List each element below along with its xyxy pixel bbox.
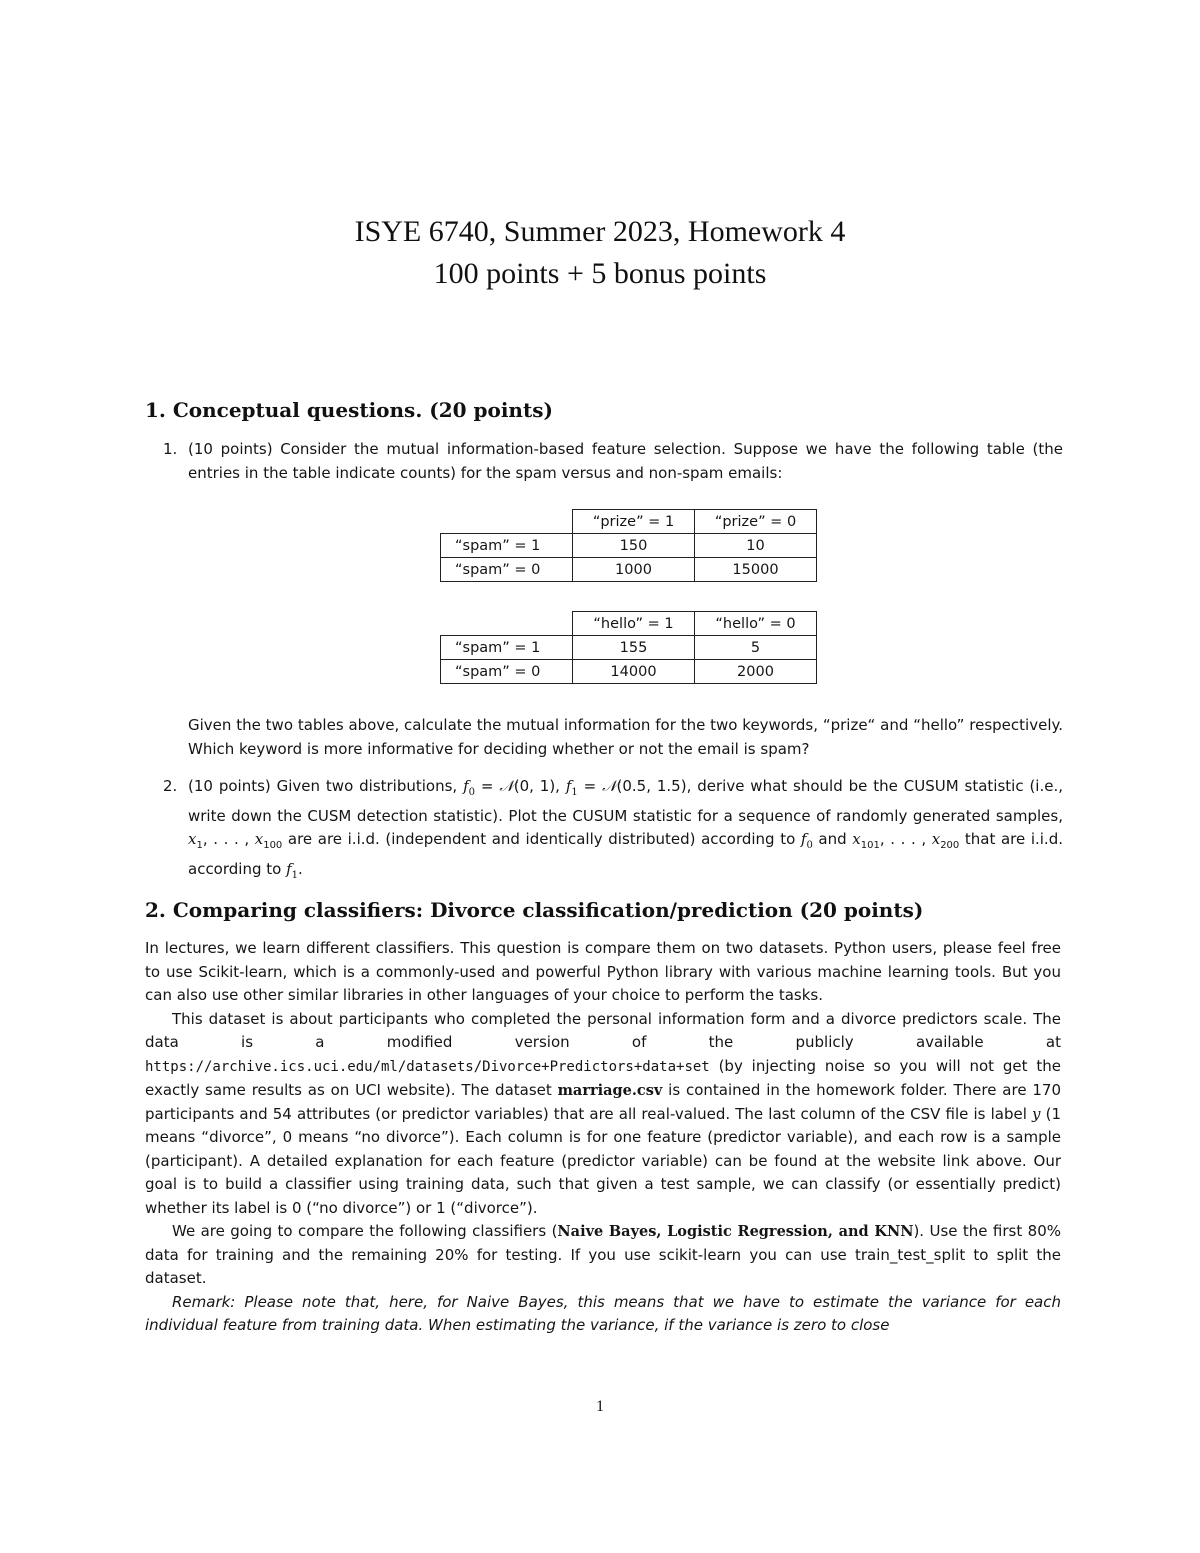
dataset-url: https://archive.ics.uci.edu/ml/datasets/Divorce+Predictors+data+set <box>145 1058 710 1075</box>
table-cell: 155 <box>573 636 695 660</box>
table-cell: 2000 <box>695 660 817 684</box>
table-header: “hello” = 1 <box>573 612 695 636</box>
row-label: “spam” = 0 <box>441 660 573 684</box>
document-subtitle: 100 points + 5 bonus points <box>433 257 767 290</box>
table-cell: 10 <box>695 534 817 558</box>
table-cell: 150 <box>573 534 695 558</box>
question-1-1 <box>163 438 1063 485</box>
table-cell: 1000 <box>573 558 695 582</box>
question-1-2 <box>163 775 1063 887</box>
question-text: (10 points) Given two distributions, $f_0$ = 𝒩(0, 1), $f_1$ = 𝒩(0.5, 1.5), derive what should be the CUSUM statistic (i.e., write down the CUSM detection statistic). Plot the CUSUM statistic for a sequence of randomly generated samples, $x_1$, . . . , $x_{100}$ are are i.i.d. (independent and identically distributed) according to $f_0$ and $x_{101}$, . . . , $x_{200}$ that are i.i.d. according to $f_1$. <box>188 777 1064 881</box>
classifier-list: Naive Bayes, Logistic Regression, and KNN <box>557 1223 914 1240</box>
remark-paragraph: Remark: Please note that, here, for Naive Bayes, this means that we have to estimate the variance for each individual feature from training data. When estimating the variance, if the variance is zero to close <box>145 1292 1061 1334</box>
section-2-body <box>145 937 1061 1338</box>
classifiers-paragraph: We are going to compare the following classifiers (Naive Bayes, Logistic Regression, and KNN). Use the first 80% data for training and the remaining 20% for testing. If you use scikit-learn you can use train_test_split to split the dataset. <box>145 1222 1061 1287</box>
question-number: 2. <box>163 777 178 795</box>
document-title: ISYE 6740, Summer 2023, Homework 4 <box>354 215 846 248</box>
question-text: (10 points) Consider the mutual information-based feature selection. Suppose we have the following table (the entries in the table indicate counts) for the spam versus and non-spam emails: <box>188 440 1063 482</box>
table-header: “prize” = 0 <box>695 510 817 534</box>
table-header: “hello” = 0 <box>695 612 817 636</box>
section-2-heading: 2. Comparing classifiers: Divorce classification/prediction (20 points) <box>145 898 924 922</box>
question-1-1-followup: Given the two tables above, calculate the mutual information for the two keywords, “prize“ and “hello” respectively. Which keyword is more informative for deciding whether or not the email is spam? <box>188 716 1063 758</box>
table-header: “prize” = 1 <box>573 510 695 534</box>
section-1-heading: 1. Conceptual questions. (20 points) <box>145 398 553 422</box>
table-cell: 15000 <box>695 558 817 582</box>
question-number: 1. <box>163 440 178 458</box>
page-number: 1 <box>596 1398 604 1415</box>
row-label: “spam” = 1 <box>441 636 573 660</box>
hello-contingency-table <box>440 611 817 684</box>
prize-contingency-table <box>440 509 817 582</box>
table-cell: 14000 <box>573 660 695 684</box>
table-cell: 5 <box>695 636 817 660</box>
intro-paragraph: In lectures, we learn different classifiers. This question is compare them on two datasets. Python users, please feel free to use Scikit-learn, which is a commonly-used and powerful Python library with various machine learning tools. But you can also use other similar libraries in other languages of your choice to perform the tasks. <box>145 939 1061 1004</box>
row-label: “spam” = 0 <box>441 558 573 582</box>
row-label: “spam” = 1 <box>441 534 573 558</box>
dataset-paragraph: This dataset is about participants who completed the personal information form and a divorce predictors scale. The data is a modified version of the publicly available at https://archive.ics.uci.edu/ml/datasets/Divorce+Predictors+data+set (by injecting noise so you will not get the exactly same results as on UCI website). The dataset marriage.csv is contained in the homework folder. There are 170 participants and 54 attributes (or predictor variables) that are all real-valued. The last column of the CSV file is label y (1 means “divorce”, 0 means “no divorce”). Each column is for one feature (predictor variable), and each row is a sample (participant). A detailed explanation for each feature (predictor variable) can be found at the website link above. Our goal is to build a classifier using training data, such that given a test sample, we can classify (or essentially predict) whether its label is 0 (“no divorce”) or 1 (“divorce”). <box>145 1009 1062 1217</box>
dataset-filename: marriage.csv <box>557 1082 663 1099</box>
